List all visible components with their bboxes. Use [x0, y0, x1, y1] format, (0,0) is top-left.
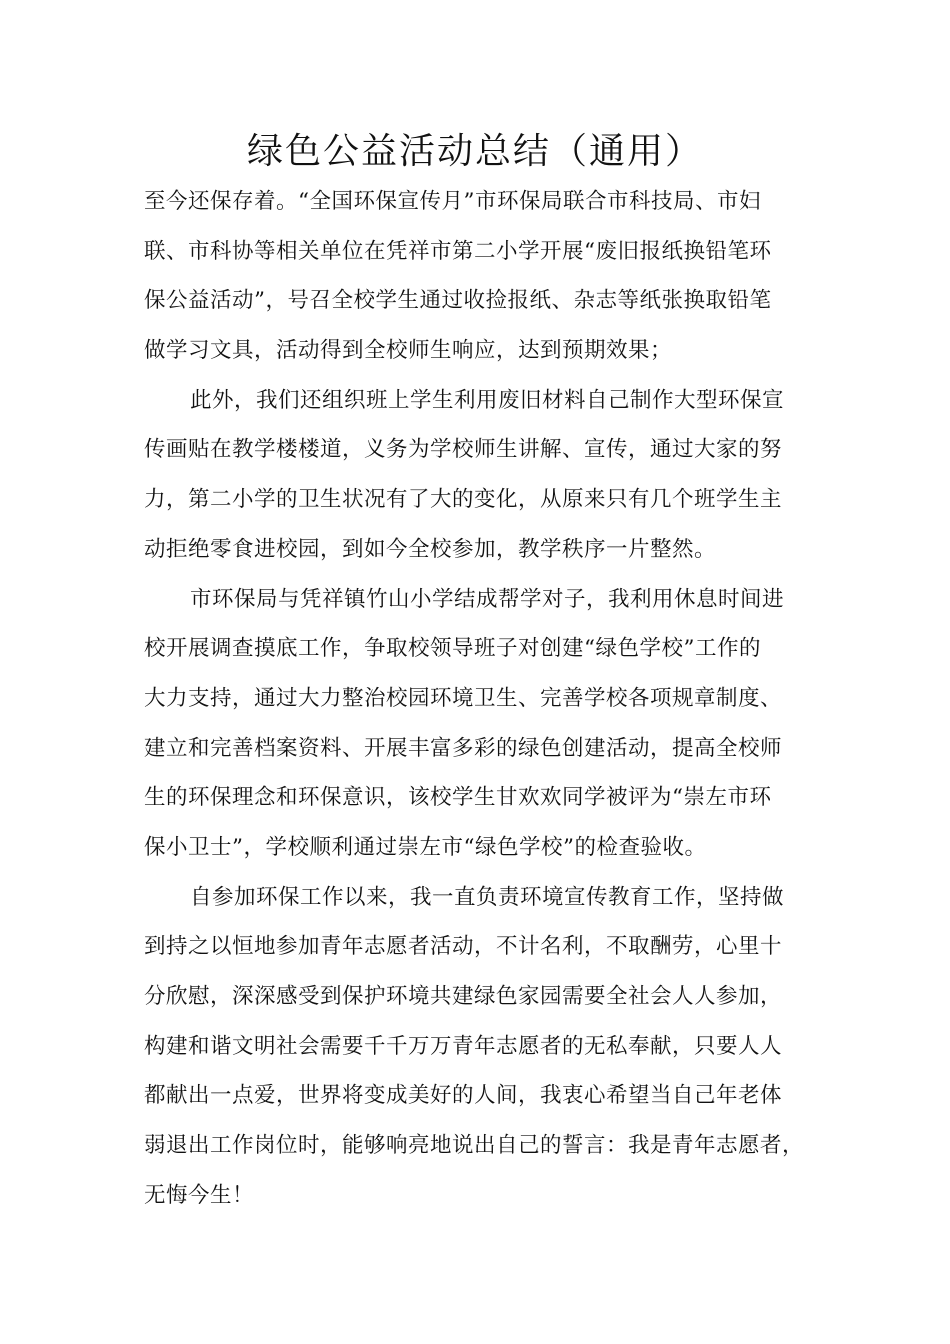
text-line: 生的环保理念和环保意识，该校学生甘欢欢同学被评为“崇左市环	[144, 785, 772, 811]
text-line: 自参加环保工作以来，我一直负责环境宣传教育工作，坚持做	[190, 884, 785, 910]
text-line: 建立和完善档案资料、开展丰富多彩的绿色创建活动，提高全校师	[144, 735, 783, 761]
text-line: 动拒绝零食进校园，到如今全校参加，教学秩序一片整然。	[144, 536, 717, 562]
text-line: 此外，我们还组织班上学生利用废旧材料自己制作大型环保宣	[190, 387, 785, 413]
text-line: 构建和谐文明社会需要千千万万青年志愿者的无私奉献，只要人人	[144, 1033, 783, 1059]
text-line: 至今还保存着。“全国环保宣传月”市环保局联合市科技局、市妇	[144, 189, 761, 214]
text-line: 传画贴在教学楼楼道，义务为学校师生讲解、宣传，通过大家的努	[144, 437, 783, 463]
document-title: 绿色公益活动总结（通用）	[246, 131, 703, 172]
text-line: 保小卫士”，学校顺利通过崇左市“绿色学校”的检查验收。	[144, 834, 707, 860]
text-line: 分欣慰，深深感受到保护环境共建绿色家园需要全社会人人参加，	[144, 984, 783, 1009]
text-line: 校开展调查摸底工作，争取校领导班子对创建“绿色学校”工作的	[144, 636, 761, 662]
text-line: 到持之以恒地参加青年志愿者活动，不计名利，不取酬劳，心里十	[144, 934, 783, 960]
text-line: 弱退出工作岗位时，能够响亮地说出自己的誓言：我是青年志愿者，	[144, 1133, 805, 1159]
text-line: 无悔今生！	[144, 1182, 255, 1208]
text-line: 联、市科协等相关单位在凭祥市第二小学开展“废旧报纸换铅笔环	[144, 238, 772, 264]
text-line: 做学习文具，活动得到全校师生响应，达到预期效果；	[144, 338, 673, 364]
text-line: 市环保局与凭祥镇竹山小学结成帮学对子，我利用休息时间进	[190, 586, 785, 612]
document-body	[144, 177, 824, 1220]
text-line: 保公益活动”，号召全校学生通过收捡报纸、杂志等纸张换取铅笔	[144, 288, 772, 314]
text-line: 力，第二小学的卫生状况有了大的变化，从原来只有几个班学生主	[144, 487, 783, 513]
text-line: 都献出一点爱，世界将变成美好的人间，我衷心希望当自己年老体	[144, 1083, 783, 1109]
text-line: 大力支持，通过大力整治校园环境卫生、完善学校各项规章制度、	[144, 685, 783, 711]
